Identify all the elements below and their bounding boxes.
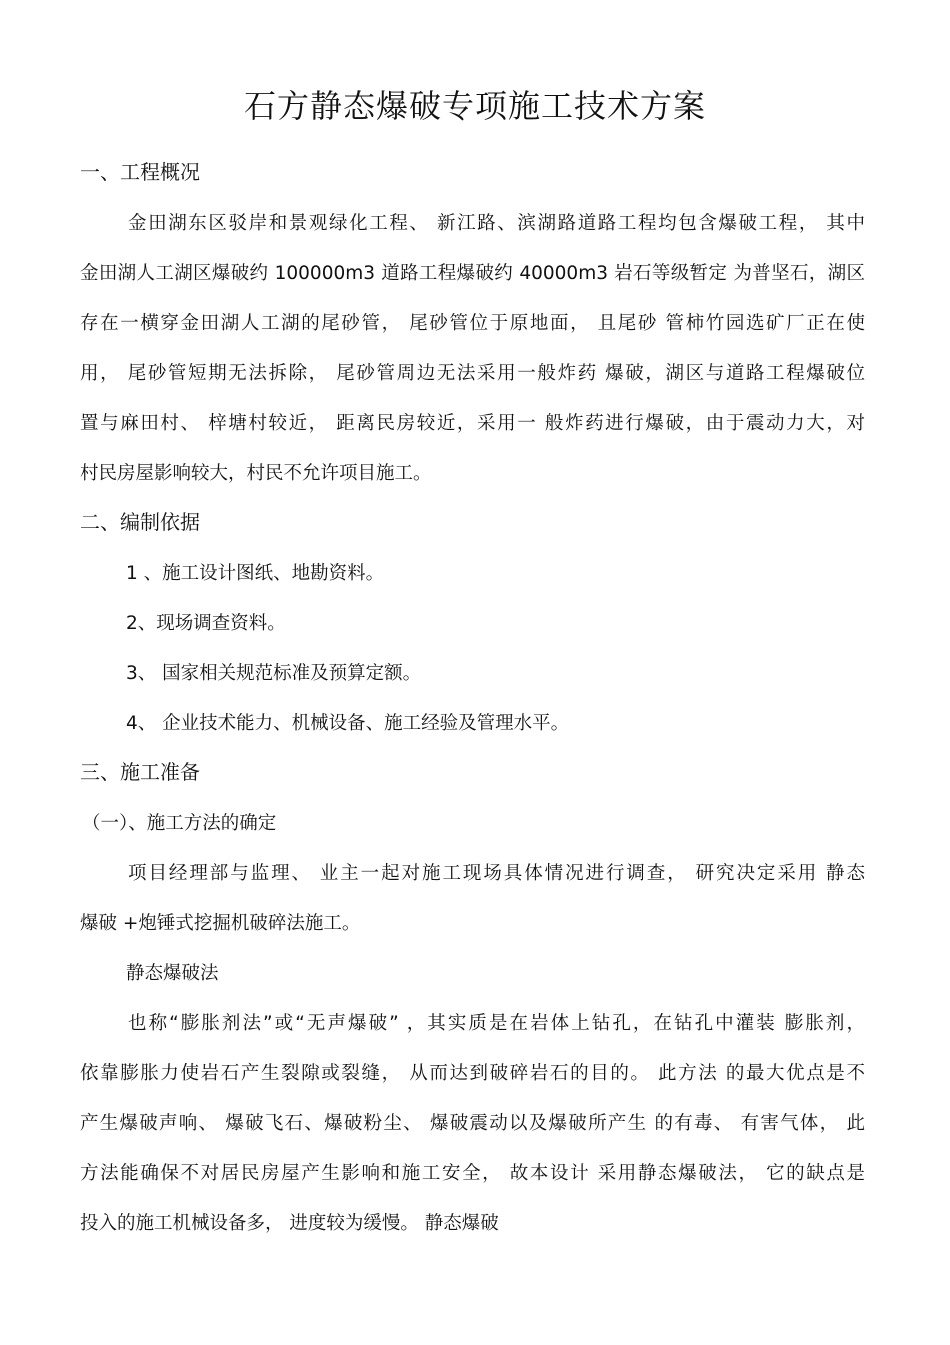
static-para-line-1: 也称“膨胀剂法”或“无声爆破” ，其实质是在岩体上钻孔，在钻孔中灌装 膨胀剂， <box>128 1013 865 1034</box>
overview-line-5: 置与麻田村、 梓塘村较近， 距离民房较近，采用一 般炸药进行爆破，由于震动力大，对 <box>80 413 865 434</box>
subsection-heading-method: （一）、施工方法的确定 <box>82 813 277 834</box>
static-para-line-3: 产生爆破声响、 爆破飞石、爆破粉尘、 爆破震动以及爆破所产生 的有毒、 有害气体， 此 <box>80 1113 865 1134</box>
overview-line-6: 村民房屋影响较大，村民不允许项目施工。 <box>80 463 432 484</box>
basis-item-4: 4、 企业技术能力、机械设备、施工经验及管理水平。 <box>126 713 570 734</box>
section-heading-preparation: 三、施工准备 <box>80 760 200 784</box>
section-heading-basis: 二、编制依据 <box>80 510 200 534</box>
static-blasting-title: 静态爆破法 <box>126 963 219 984</box>
overview-line-1: 金田湖东区驳岸和景观绿化工程、 新江路、滨湖路道路工程均包含爆破工程， 其中 <box>128 213 865 234</box>
static-para-line-5: 投入的施工机械设备多， 进度较为缓慢。 静态爆破 <box>80 1213 499 1234</box>
basis-item-1: 1 、施工设计图纸、地勘资料。 <box>126 563 385 584</box>
section-heading-overview: 一、工程概况 <box>80 160 200 184</box>
static-para-line-4: 方法能确保不对居民房屋产生影响和施工安全， 故本设计 采用静态爆破法， 它的缺点是 <box>80 1163 865 1184</box>
document-title: 石方静态爆破专项施工技术方案 <box>243 87 706 125</box>
static-para-line-2: 依靠膨胀力使岩石产生裂隙或裂缝， 从而达到破碎岩石的目的。 此方法 的最大优点是不 <box>80 1063 865 1084</box>
method-para-line-2: 爆破 +炮锤式挖掘机破碎法施工。 <box>80 913 361 934</box>
overview-line-2: 金田湖人工湖区爆破约 100000m3 道路工程爆破约 40000m3 岩石等级暂定 为普坚石，湖区 <box>80 263 865 284</box>
overview-line-4: 用， 尾砂管短期无法拆除， 尾砂管周边无法采用一般炸药 爆破，湖区与道路工程爆破位 <box>80 363 865 384</box>
method-para-line-1: 项目经理部与监理、 业主一起对施工现场具体情况进行调查， 研究决定采用 静态 <box>128 863 865 884</box>
overview-line-3: 存在一横穿金田湖人工湖的尾砂管， 尾砂管位于原地面， 且尾砂 管柿竹园选矿厂正在使 <box>80 313 865 334</box>
basis-item-2: 2、现场调查资料。 <box>126 613 286 634</box>
basis-item-3: 3、 国家相关规范标准及预算定额。 <box>126 663 422 684</box>
